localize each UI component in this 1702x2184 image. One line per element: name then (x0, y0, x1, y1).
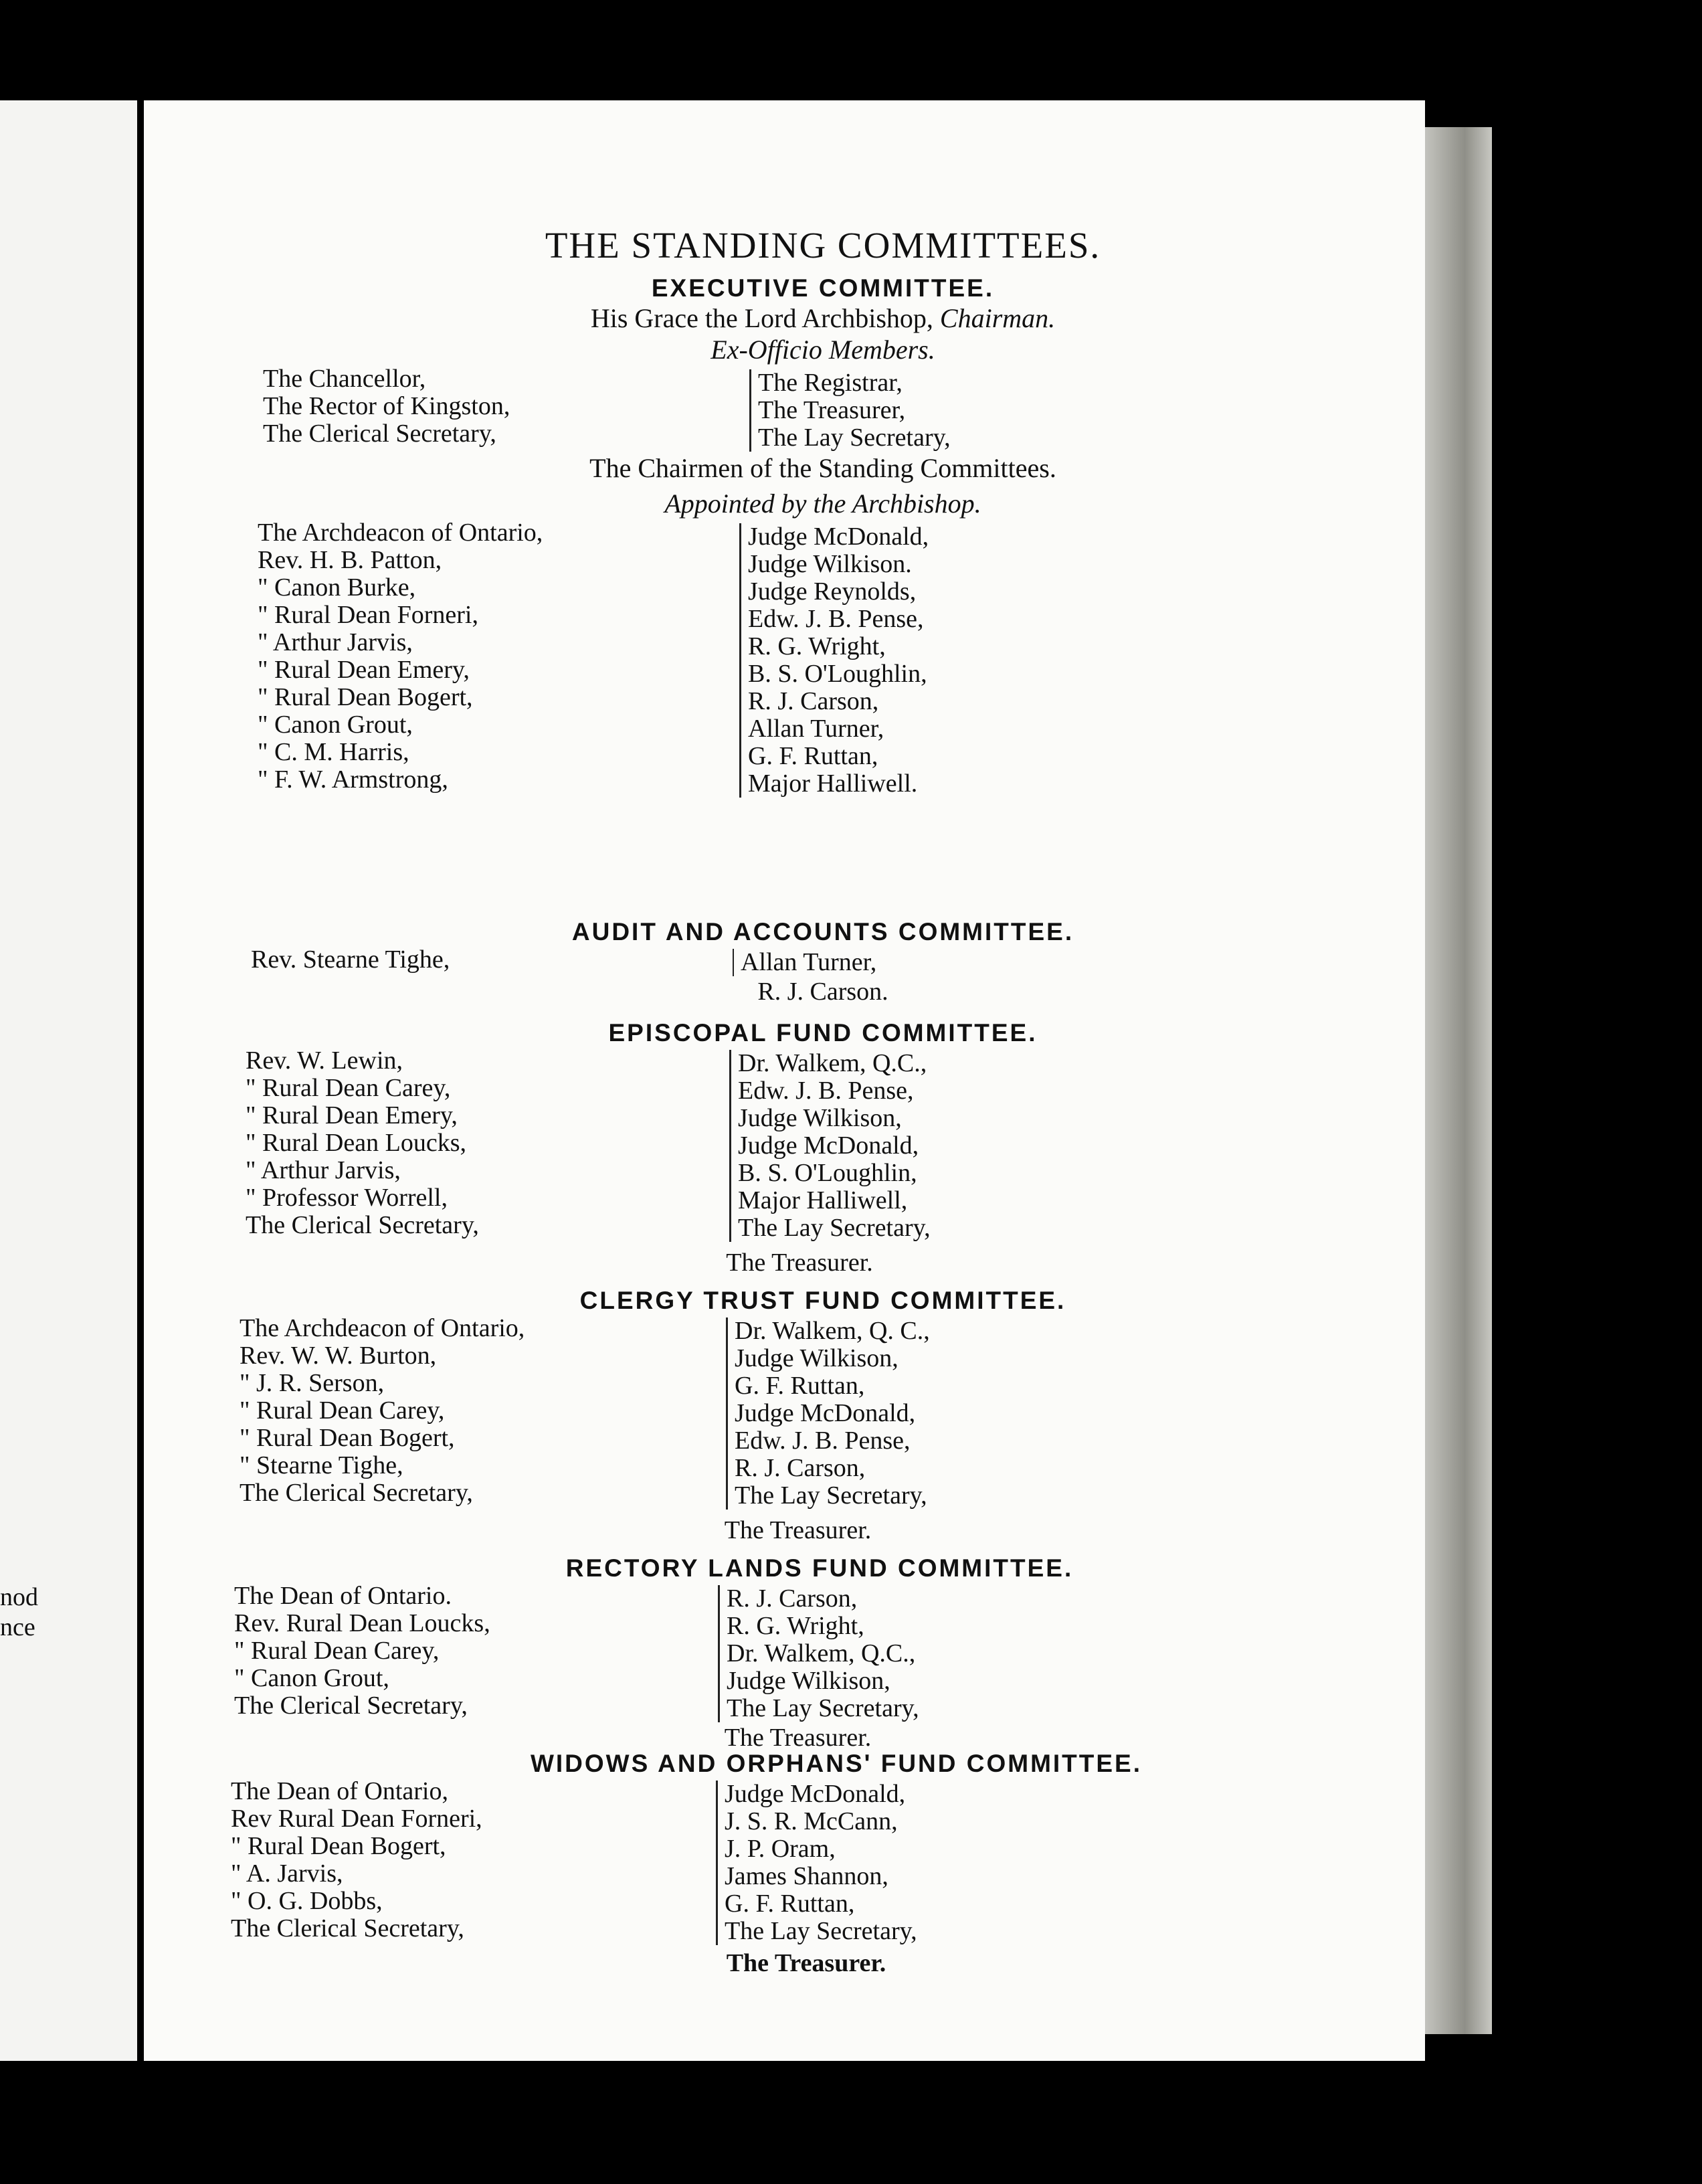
list-item: The Archdeacon of Ontario, (240, 1314, 525, 1342)
list-item: Allan Turner, (748, 715, 884, 743)
audit-left (251, 946, 450, 974)
list-item: " Rural Dean Bogert, (231, 1832, 446, 1860)
list-item: Judge McDonald, (748, 523, 929, 551)
clergy-left (240, 1315, 525, 1507)
list-item: The Clerical Secretary, (234, 1692, 468, 1720)
list-item: " O. G. Dobbs, (231, 1887, 383, 1915)
list-item: " F. W. Armstrong, (258, 765, 448, 794)
list-item: The Rector of Kingston, (263, 392, 510, 420)
list-item: Judge Wilkison, (738, 1104, 902, 1132)
list-item: Rev. H. B. Patton, (258, 546, 442, 574)
list-item: G. F. Ruttan, (725, 1890, 855, 1918)
appointed-heading: Appointed by the Archbishop. (664, 488, 981, 519)
list-item: " Stearne Tighe, (240, 1451, 403, 1479)
episcopal-columns (144, 1047, 1502, 1248)
list-item: Rev Rural Dean Forneri, (231, 1805, 482, 1833)
list-item: Dr. Walkem, Q.C., (727, 1639, 916, 1667)
list-item: Edw. J. B. Pense, (735, 1427, 911, 1455)
list-item: " A. Jarvis, (231, 1859, 343, 1888)
episcopal-heading: EPISCOPAL FUND COMMITTEE. (608, 1019, 1038, 1046)
list-item: " Rural Dean Carey, (246, 1074, 451, 1102)
rectory-footer: The Treasurer. (724, 1724, 872, 1752)
list-item: J. S. R. McCann, (725, 1807, 898, 1835)
list-item: R. J. Carson, (748, 687, 879, 715)
list-item: Judge Reynolds, (748, 577, 917, 606)
widows-right (716, 1781, 917, 1945)
list-item: The Chancellor, (263, 365, 426, 393)
widows-heading: WIDOWS AND ORPHANS' FUND COMMITTEE. (530, 1750, 1143, 1777)
rectory-left (234, 1582, 490, 1720)
list-item: Judge McDonald, (738, 1131, 919, 1160)
list-item: R. G. Wright, (748, 632, 886, 660)
list-item: B. S. O'Loughlin, (748, 660, 927, 688)
list-item: " Rural Dean Forneri, (258, 601, 478, 629)
audit-footer: R. J. Carson. (757, 978, 888, 1006)
audit-heading: AUDIT AND ACCOUNTS COMMITTEE. (571, 918, 1074, 945)
episcopal-committee (144, 1019, 1502, 1277)
page-title: THE STANDING COMMITTEES. (545, 225, 1101, 266)
facing-page-fragment-2: nce (0, 1613, 35, 1641)
list-item: Rev. W. W. Burton, (240, 1342, 437, 1370)
list-item: The Lay Secretary, (738, 1214, 931, 1242)
list-item: Judge Wilkison, (727, 1667, 890, 1695)
list-item: The Dean of Ontario, (231, 1777, 448, 1805)
rectory-columns (144, 1582, 1502, 1723)
list-item: J. P. Oram, (725, 1835, 836, 1863)
episcopal-footer: The Treasurer. (726, 1249, 873, 1277)
list-item: B. S. O'Loughlin, (738, 1159, 917, 1187)
executive-chair-role: Chairman. (939, 303, 1056, 333)
list-item: " Rural Dean Carey, (234, 1637, 440, 1665)
list-item: The Archdeacon of Ontario, (258, 519, 543, 547)
episcopal-left (246, 1047, 479, 1239)
facing-page-fragment-1: nod (0, 1583, 38, 1611)
list-item: Edw. J. B. Pense, (748, 605, 924, 633)
list-item: The Clerical Secretary, (240, 1479, 473, 1507)
ex-officio-heading: Ex-Officio Members. (711, 335, 935, 365)
list-item: Dr. Walkem, Q.C., (738, 1049, 927, 1077)
document-page (144, 100, 1425, 2061)
audit-committee (144, 918, 1502, 1006)
list-item: " Rural Dean Bogert, (240, 1424, 455, 1452)
rectory-right (718, 1585, 919, 1722)
list-item: " Rural Dean Emery, (258, 656, 470, 684)
appointed-right (739, 523, 929, 798)
list-item: " Professor Worrell, (246, 1184, 448, 1212)
list-item: " Arthur Jarvis, (246, 1156, 401, 1184)
audit-columns (144, 946, 1502, 977)
list-item: The Registrar, (758, 369, 903, 397)
list-item: R. G. Wright, (727, 1612, 864, 1640)
widows-columns (144, 1778, 1502, 1948)
list-item: The Clerical Secretary, (231, 1914, 464, 1942)
list-item: The Treasurer, (758, 396, 906, 424)
list-item: The Lay Secretary, (758, 424, 951, 452)
clergy-trust-committee (144, 1287, 1502, 1545)
facing-page (0, 100, 137, 2061)
list-item: Judge McDonald, (735, 1399, 916, 1427)
list-item: " J. R. Serson, (240, 1369, 385, 1397)
executive-chair (144, 302, 1502, 334)
appointed-left (258, 519, 543, 794)
list-item: The Dean of Ontario. (234, 1582, 452, 1610)
list-item: " Canon Grout, (234, 1664, 389, 1692)
list-item: " Rural Dean Loucks, (246, 1129, 466, 1157)
clergy-heading: CLERGY TRUST FUND COMMITTEE. (579, 1287, 1066, 1314)
list-item: G. F. Ruttan, (748, 742, 878, 770)
list-item: Rev. W. Lewin, (246, 1046, 403, 1075)
list-item: Rev. Stearne Tighe, (251, 945, 450, 974)
clergy-right (726, 1317, 930, 1510)
list-item: R. J. Carson, (727, 1584, 858, 1613)
list-item: Rev. Rural Dean Loucks, (234, 1609, 490, 1637)
list-item: G. F. Ruttan, (735, 1372, 865, 1400)
list-item: " Rural Dean Emery, (246, 1101, 458, 1129)
list-item: Dr. Walkem, Q. C., (735, 1317, 930, 1345)
list-item: The Clerical Secretary, (246, 1211, 479, 1239)
executive-heading: EXECUTIVE COMMITTEE. (651, 274, 995, 302)
list-item: " Canon Burke, (258, 573, 416, 602)
list-item: Major Halliwell. (748, 769, 918, 798)
list-item: " Rural Dean Bogert, (258, 683, 473, 711)
list-item: Judge Wilkison. (748, 550, 912, 578)
clergy-footer: The Treasurer. (724, 1516, 872, 1544)
rectory-lands-committee (144, 1554, 1502, 1752)
list-item: Edw. J. B. Pense, (738, 1077, 914, 1105)
audit-right (733, 949, 876, 976)
list-item: R. J. Carson, (735, 1454, 866, 1482)
ex-officio-left (263, 365, 510, 448)
episcopal-right (729, 1050, 931, 1242)
chairmen-line: The Chairmen of the Standing Committees. (589, 453, 1056, 483)
list-item: Major Halliwell, (738, 1186, 908, 1214)
clergy-columns (144, 1315, 1502, 1516)
list-item: Allan Turner, (741, 948, 877, 976)
list-item: Judge McDonald, (725, 1780, 906, 1808)
ex-officio-right (749, 369, 951, 452)
list-item: " Arthur Jarvis, (258, 628, 413, 656)
widows-footer: The Treasurer. (726, 1949, 886, 1977)
list-item: The Clerical Secretary, (263, 420, 496, 448)
widows-orphans-committee (144, 1750, 1502, 1978)
list-item: " Canon Grout, (258, 711, 413, 739)
list-item: The Lay Secretary, (727, 1694, 919, 1722)
list-item: " Rural Dean Carey, (240, 1396, 445, 1425)
executive-committee (144, 274, 1502, 800)
ex-officio-columns (144, 365, 1502, 452)
executive-chair-line: His Grace the Lord Archbishop, (590, 303, 933, 333)
list-item: Judge Wilkison, (735, 1344, 899, 1372)
appointed-columns (144, 519, 1502, 800)
list-item: James Shannon, (725, 1862, 888, 1890)
rectory-heading: RECTORY LANDS FUND COMMITTEE. (565, 1554, 1074, 1582)
list-item: The Lay Secretary, (725, 1917, 917, 1945)
list-item: " C. M. Harris, (258, 738, 409, 766)
widows-left (231, 1778, 482, 1942)
list-item: The Lay Secretary, (735, 1481, 927, 1510)
